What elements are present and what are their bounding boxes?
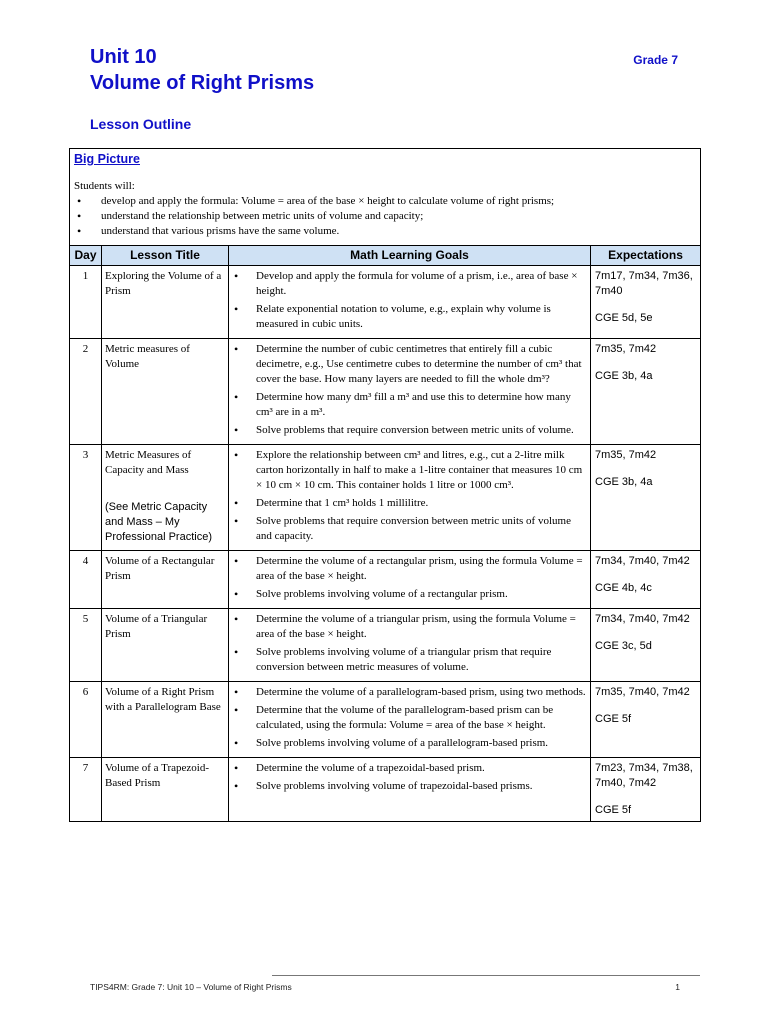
lesson-title-cell bbox=[102, 445, 229, 551]
cge-codes: CGE 3b, 4a bbox=[595, 476, 653, 488]
goal-item: • Determine that 1 cm³ holds 1 millilitre. bbox=[229, 496, 587, 511]
expectations-cell bbox=[591, 758, 701, 822]
day-cell: 5 bbox=[70, 609, 102, 682]
goal-item: • Develop and apply the formula for volume of a prism, i.e., area of base × height. bbox=[229, 269, 587, 299]
goals-cell bbox=[229, 609, 591, 682]
goal-item: • Determine the volume of a rectangular prism, using the formula Volume = area of the base × height. bbox=[229, 554, 587, 584]
column-header-day: Day bbox=[70, 246, 102, 266]
lesson-title-cell: Volume of a Right Prism with a Parallelogram Base bbox=[102, 682, 229, 758]
big-picture-intro: Students will: bbox=[74, 180, 135, 192]
cge-codes: CGE 5f bbox=[595, 713, 632, 725]
page-footer bbox=[90, 982, 680, 992]
lesson-title-cell: Volume of a Rectangular Prism bbox=[102, 551, 229, 609]
goal-item: • Determine the volume of a trapezoidal-based prism. bbox=[229, 761, 587, 776]
expectations-cell bbox=[591, 551, 701, 609]
goals-cell bbox=[229, 266, 591, 339]
goal-item: • Determine how many dm³ fill a m³ and use this to determine how many cm³ are in a m³. bbox=[229, 390, 587, 420]
expectation-codes: 7m35, 7m42 bbox=[595, 449, 657, 461]
day-cell: 3 bbox=[70, 445, 102, 551]
expectation-codes: 7m35, 7m42 bbox=[595, 343, 657, 355]
unit-number: Unit 10 bbox=[90, 46, 157, 68]
table-row bbox=[70, 682, 701, 758]
table-row bbox=[70, 609, 701, 682]
column-header-goals: Math Learning Goals bbox=[229, 246, 591, 266]
expectation-codes: 7m35, 7m40, 7m42 bbox=[595, 686, 690, 698]
list-item: • understand that various prisms have the same volume. bbox=[74, 224, 696, 239]
table-row bbox=[70, 445, 701, 551]
expectation-codes: 7m17, 7m34, 7m36, 7m40 bbox=[595, 270, 693, 297]
goal-item: • Determine the number of cubic centimetres that entirely fill a cubic decimetre, e.g., Use centimetre cubes to determine the number of cm³ that cover the base. How many layers are needed to fill the whole dm³? bbox=[229, 342, 587, 387]
goals-cell bbox=[229, 551, 591, 609]
expectations-cell bbox=[591, 339, 701, 445]
table-row bbox=[70, 551, 701, 609]
page-header bbox=[90, 44, 690, 132]
day-cell: 7 bbox=[70, 758, 102, 822]
lesson-title-cell: Volume of a Triangular Prism bbox=[102, 609, 229, 682]
cge-codes: CGE 5f bbox=[595, 804, 632, 816]
expectations-cell bbox=[591, 266, 701, 339]
lesson-title-cell: Exploring the Volume of a Prism bbox=[102, 266, 229, 339]
goal-item: • Solve problems involving volume of a parallelogram-based prism. bbox=[229, 736, 587, 751]
expectations-cell bbox=[591, 609, 701, 682]
goal-item: • Solve problems involving volume of a triangular prism that require conversion between metric measures of volume. bbox=[229, 645, 587, 675]
lesson-outline-table bbox=[69, 148, 701, 822]
table-header-row bbox=[70, 246, 701, 266]
goal-item: • Solve problems that require conversion between metric units of volume and capacity. bbox=[229, 514, 587, 544]
page-title: Volume of Right Prisms bbox=[90, 72, 315, 94]
goal-item: • Solve problems involving volume of a rectangular prism. bbox=[229, 587, 587, 602]
goal-item: • Relate exponential notation to volume, e.g., explain why volume is measured in cubic units. bbox=[229, 302, 587, 332]
goals-cell bbox=[229, 758, 591, 822]
table-row bbox=[70, 339, 701, 445]
day-cell: 2 bbox=[70, 339, 102, 445]
column-header-expectations: Expectations bbox=[591, 246, 701, 266]
footer-text: TIPS4RM: Grade 7: Unit 10 – Volume of Right Prisms bbox=[90, 982, 292, 992]
goal-item: • Solve problems that require conversion between metric units of volume. bbox=[229, 423, 587, 438]
lesson-outline-heading: Lesson Outline bbox=[90, 116, 192, 132]
day-cell: 6 bbox=[70, 682, 102, 758]
big-picture-row bbox=[70, 149, 701, 246]
cge-codes: CGE 3c, 5d bbox=[595, 640, 652, 652]
cge-codes: CGE 4b, 4c bbox=[595, 582, 652, 594]
expectations-cell bbox=[591, 682, 701, 758]
goal-item: • Determine the volume of a triangular prism, using the formula Volume = area of the base × height. bbox=[229, 612, 587, 642]
big-picture-heading: Big Picture bbox=[74, 152, 140, 166]
big-picture-cell bbox=[70, 149, 701, 246]
lesson-note: (See Metric Capacity and Mass – My Professional Practice) bbox=[105, 501, 212, 543]
expectation-codes: 7m34, 7m40, 7m42 bbox=[595, 613, 690, 625]
list-item: • understand the relationship between metric units of volume and capacity; bbox=[74, 209, 696, 224]
goal-item: • Determine that the volume of the parallelogram-based prism can be calculated, using the formula: Volume = area of the base × height. bbox=[229, 703, 587, 733]
goals-cell bbox=[229, 339, 591, 445]
expectation-codes: 7m34, 7m40, 7m42 bbox=[595, 555, 690, 567]
lesson-title-cell: Metric measures of Volume bbox=[102, 339, 229, 445]
grade-label: Grade 7 bbox=[633, 53, 678, 67]
goal-item: • Explore the relationship between cm³ and litres, e.g., cut a 2-litre milk carton horizontally in half to make a 1-litre container that measures 10 cm × 10 cm × 10 cm. This container holds 1 litre or 1000 cm³. bbox=[229, 448, 587, 493]
goal-item: • Determine the volume of a parallelogram-based prism, using two methods. bbox=[229, 685, 587, 700]
day-cell: 1 bbox=[70, 266, 102, 339]
lesson-title: Metric Measures of Capacity and Mass bbox=[105, 449, 192, 476]
big-picture-list bbox=[74, 194, 696, 239]
page-number: 1 bbox=[675, 982, 680, 992]
list-item: • develop and apply the formula: Volume = area of the base × height to calculate volume of right prisms; bbox=[74, 194, 696, 209]
expectations-cell bbox=[591, 445, 701, 551]
cge-codes: CGE 5d, 5e bbox=[595, 312, 653, 324]
goals-cell bbox=[229, 445, 591, 551]
expectation-codes: 7m23, 7m34, 7m38, 7m40, 7m42 bbox=[595, 762, 693, 789]
goals-cell bbox=[229, 682, 591, 758]
table-row bbox=[70, 266, 701, 339]
lesson-title-cell: Volume of a Trapezoid-Based Prism bbox=[102, 758, 229, 822]
footer-divider bbox=[272, 975, 700, 976]
table-row bbox=[70, 758, 701, 822]
day-cell: 4 bbox=[70, 551, 102, 609]
goal-item: • Solve problems involving volume of trapezoidal-based prisms. bbox=[229, 779, 587, 794]
column-header-lesson-title: Lesson Title bbox=[102, 246, 229, 266]
cge-codes: CGE 3b, 4a bbox=[595, 370, 653, 382]
